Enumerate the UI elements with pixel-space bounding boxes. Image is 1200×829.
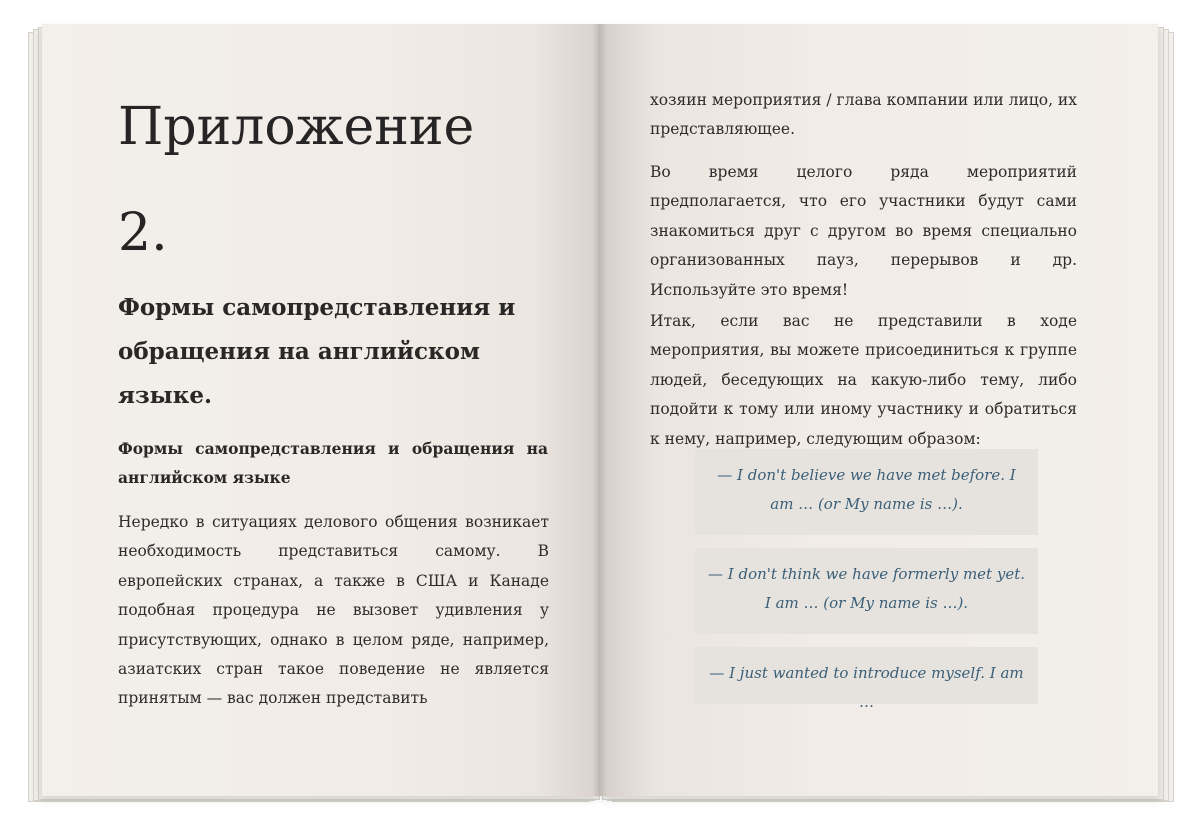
- section-heading: Формы самопредставления и обращения на английском языке.: [118, 294, 516, 409]
- book-gutter: [592, 24, 608, 796]
- chapter-number: 2.: [118, 203, 168, 263]
- chapter-title-text: Приложение: [118, 97, 475, 157]
- body-paragraph: хозяин мероприятия / глава компании или лицо, их представляющее.: [650, 91, 1078, 139]
- subheading: Формы самопредставления и обращения на английском языке: [118, 439, 548, 487]
- right-page: [600, 24, 1158, 796]
- example-phrase: — I don't believe we have met before. I am … (or My name is …).: [695, 449, 1038, 535]
- left-page: [42, 24, 600, 796]
- body-paragraph: Во время целого ряда мероприятий предполагается, что его участники будут сами знакомиться друг с другом во время специально организованных пауз, перерывов и др. Используйте это время!: [650, 163, 1077, 299]
- body-paragraph: Итак, если вас не представили в ходе мероприятия, вы можете присоединиться к группе людей, беседующих на какую-либо тему, либо подойти к тому или иному участнику и обратиться к нему, например, следующим образом:: [650, 312, 1077, 448]
- example-phrase: — I just wanted to introduce myself. I am …: [695, 647, 1038, 704]
- body-paragraph: Нередко в ситуациях делового общения возникает необходимость представиться самому. В европейских странах, а также в США и Канаде подобная процедура не вызовет удивления у присутствующих, однако в целом ряде, например, азиатских стран такое поведение не является принятым — вас должен представить: [118, 513, 549, 708]
- example-phrase: — I don't think we have formerly met yet. I am … (or My name is …).: [695, 548, 1038, 634]
- chapter-title: [118, 98, 518, 262]
